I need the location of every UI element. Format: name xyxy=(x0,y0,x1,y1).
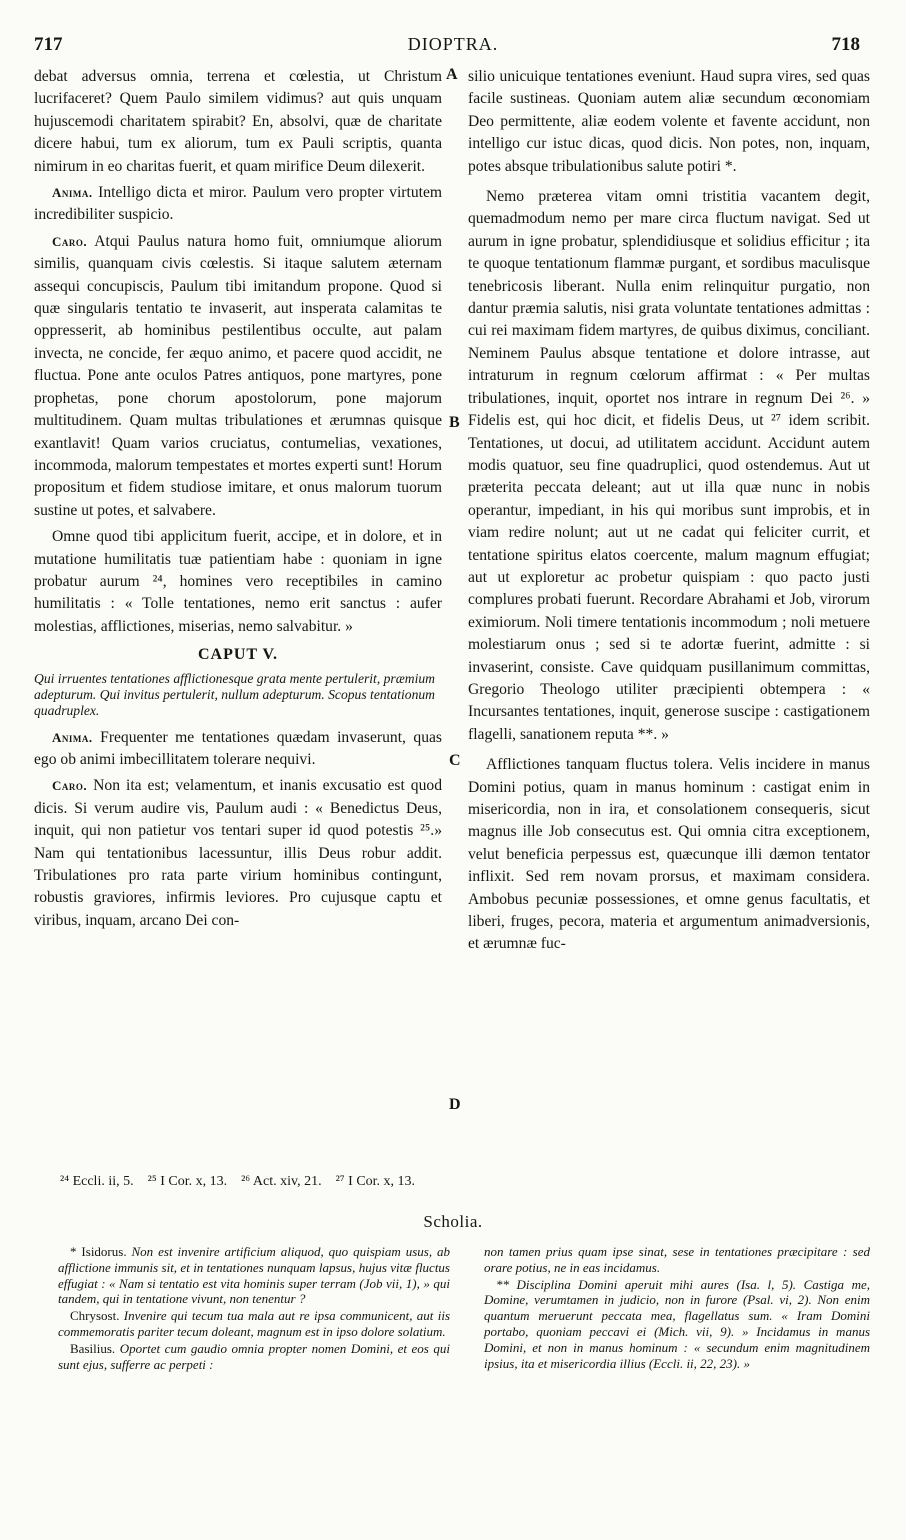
paragraph: Omne quod tibi applicitum fuerit, accipe, et in dolore, et in mutatione humilitatis tuæ patientiam habe : quoniam in igne probatur aurum ²⁴, homines vero receptibiles in camino humilitatis : « Tolle tentationes, nemo erit sanctus : aufer molestias, afflictiones, miserias, nemo salvabitur. » xyxy=(34,528,442,635)
paragraph xyxy=(34,182,442,227)
scholia-heading: Scholia. xyxy=(423,1212,483,1231)
footnote: ²⁶ Act. xiv, 21. xyxy=(241,1174,322,1189)
speaker-label: Caro. xyxy=(52,233,88,249)
scholion-text: Invenire qui tecum tua mala aut re ipsa communicent, aut iis commemoratis pariter tecum doleant, magnum est in ipso dolore solatium. xyxy=(58,1308,450,1339)
right-page-number: 718 xyxy=(831,34,860,55)
margin-letter-d: D xyxy=(449,1096,461,1113)
chapter-summary: Qui irruentes tentationes afflictionesque grata mente pertulerit, præmium adepturum. Qui invitus pertulerit, nullum adepturum. Scopus tentationum quadruplex. xyxy=(34,670,435,718)
margin-letter-c: C xyxy=(449,752,461,769)
speaker-label: Caro. xyxy=(52,778,88,794)
footnote: ²⁴ Eccli. ii, 5. xyxy=(60,1174,134,1189)
footnote: ²⁷ I Cor. x, 13. xyxy=(335,1174,416,1189)
speaker-label: Anima. xyxy=(52,185,93,201)
scholion xyxy=(484,1277,870,1372)
scholion-text: Non est invenire artificium aliquod, quo quispiam usus, ab afflictione immunis sit, et in tentationes nunquam lapsus, hujus vitæ fluctus effugiat : « Nam si tentatio est vita hominis super terram (Job vii, 1), » qui tandem, qui in tentatione vivunt, non tenentur ? xyxy=(58,1244,451,1307)
scholia-right-column xyxy=(484,1244,870,1372)
scholion-text: ** Disciplina Domini aperuit mihi aures (Isa. l, 5). Castiga me, Domine, verumtamen in judicio, non in furore (Psal. vi, 2). Non enim quantum meruerunt peccata mea, flagellatus sum. « Iram Domini portabo, quoniam peccavi ei (Mich. vii, 9). » Incidamus in manus Domini, et non in manus hominum : « secundum enim magnitudinem ipsius, ita et misericordia illius (Eccli. ii, 22, 23). » xyxy=(484,1276,870,1371)
paragraph xyxy=(34,727,442,772)
scholion-text: Oportet cum gaudio omnia propter nomen Domini, et eos qui sunt ejus, sufferre ac perpeti : xyxy=(58,1340,451,1372)
left-column xyxy=(34,66,442,936)
margin-letter-b: B xyxy=(449,414,460,431)
paragraph-text: Non ita est; velamentum, et inanis excusatio est quod dicis. Si verum audire vis, Paulum audi : « Benedictus Deus, inquit, qui non patietur vos tentari super id quod potestis ²⁵.» Nam qui tentationibus lacessuntur, illis Deus robur addit. Tribulationes pro rata parte virium hominibus contingunt, robustis graviores, infirmis leviores. Pro cujusque captu et viribus, inquam, arcano Dei con- xyxy=(34,777,442,929)
paragraph xyxy=(34,775,442,932)
paragraph xyxy=(34,231,442,522)
right-column xyxy=(468,66,870,960)
margin-letter-a: A xyxy=(446,66,458,83)
paragraph: silio unicuique tentationes eveniunt. Haud supra vires, sed quas facile sustineas. Quoniam autem aliæ secundum œconomiam Deo permittente, aliæ eodem volente et favente accidunt, non intelligo cur istuc dicas, quod dicis. Non potes, non, inquam, potes absque tribulationibus salute potiri *. xyxy=(468,68,870,175)
scholion xyxy=(58,1244,450,1307)
footnote: ²⁵ I Cor. x, 13. xyxy=(147,1174,228,1189)
scholion xyxy=(58,1308,450,1340)
paragraph: Afflictiones tanquam fluctus tolera. Velis incidere in manus Domini potius, quam in manus hominum : castigat enim in misericordia, non in ira, et consolationem consequeris, sicut magnus ille Job consecutus est. Qui omnia citra exceptionem, velut beneficia perpessus est, quæcunque illi dæmon tentator inflixit. Sed rem novam prorsus, et maximam considera. Ambobus pecuniæ possessiones, et omne genus facultatis, et liberi, fruges, pecora, materia et argumentum animadversionis, et ærumnæ fuc- xyxy=(468,756,870,953)
scholion-text: non tamen prius quam ipse sinat, sese in tentationes præcipitare : sed orare potius, ne in eas incidamus. xyxy=(484,1244,870,1275)
paragraph: Nemo præterea vitam omni tristitia vacantem degit, quemadmodum nemo per mare circa fluctum navigat. Sed ut aurum in igne probatur, splendidiusque et solidius efficitur ; ita te quoque tentationum flammæ purgant, et sordibus maculisque tenebricosis liberant. Nulla enim relinquitur purgatio, non dantur præmia salutis, nisi grata voluntate tentationes admittas : cui rei maximam fidem martyres, de quibus diximus, conciliant. Neminem Paulus absque tentatione et dolore intrasse, aut intraturum in regnum cœlorum affirmat : « Per multas tribulationes, inquit, oportet nos intrare in regnum Dei ²⁶. » Fidelis est, qui hoc dicit, et fidelis Deus, ut ²⁷ idem scribit. Tentationes, ut docui, ad utilitatem accidunt. Accidunt autem modis quatuor, seu fine quadruplici, quod ostendemus. Aut ut præterita peccata deleant; aut ut illa quæ nunc in nobis operantur, impediant, in his qui moribus sunt improbis, et in viam redire nolunt; aut ut ne cadat qui feliciter currit, et tentatione spiritus elatos coercente, malum magnum effugiat; aut ut exploretur ac probetur quispiam : quo pacto justi complures probati fuerunt. Recordare Abrahami et Job, virorum eximiorum. Noli timere tentationis incommodum ; noli metuere molestiarum onus ; sed si te adortæ fuerint, admitte : si invaserint, consiste. Cave quidquam pusillanimum committas, Gregorio Theologo utiliter præcipienti obtempera : « Incursantes tentationes, inquit, generose suscipe : castigationem flagelli, sanationem reputa **. » xyxy=(468,188,870,743)
scholion-author: Chrysost. xyxy=(70,1308,120,1324)
scholion xyxy=(58,1341,450,1373)
chapter-heading: CAPUT V. xyxy=(197,646,279,664)
scholion-author: Basilius. xyxy=(70,1340,116,1356)
left-page-number: 717 xyxy=(34,34,63,55)
scholia-left-column xyxy=(58,1244,450,1373)
paragraph-text: Frequenter me tentationes quædam invaserunt, quas ego ob animi imbecillitatem tolerare nequivi. xyxy=(34,728,443,768)
running-title: DIOPTRA. xyxy=(407,34,499,54)
scholion xyxy=(484,1244,870,1276)
footnotes xyxy=(60,1174,860,1190)
speaker-label: Anima. xyxy=(52,729,93,745)
paragraph: debat adversus omnia, terrena et cœlestia, ut Christum lucrifaceret? Quem Paulo similem vidimus? aut quis unquam hujuscemodi charitatem spirabit? En, absolvi, quæ de charitate dicere habui, tum ex aliorum, tum ex Pauli scriptis, quanta nimirum in eo charitas fuerit, et quam mirifice Deum dilexerit. xyxy=(34,68,442,175)
paragraph-text: Atqui Paulus natura homo fuit, omniumque aliorum similis, quanquam civis cœlestis. Si itaque salutem æternam assequi concupiscis, Paulum tibi imitandum propone. Quod si quæ singularis tentatio te invaserit, aut insperata calamitas te oppresserit, ab hominibus pestilentibus occulte, aut palam invecta, ne concide, fer æquo animo, et pacere quod accidit, ne fluctua. Pone ante oculos Patres antiquos, pone martyres, pone prophetas, pone chorum apostolorum, pone majorum multitudinem. Quam multas tribulationes et ærumnas quisque exantlavit! Quam varios cruciatus, contumelias, vexationes, incommoda, malorum tempestates et mortes experti sunt! Horum propositum et fidem studiose imitare, et onus malorum tuorum sustine ut potes, et salvabere. xyxy=(34,232,442,519)
paragraph-text: Intelligo dicta et miror. Paulum vero propter virtutem incredibiliter suspicio. xyxy=(34,184,442,224)
scholion-author: * Isidorus. xyxy=(70,1244,127,1259)
